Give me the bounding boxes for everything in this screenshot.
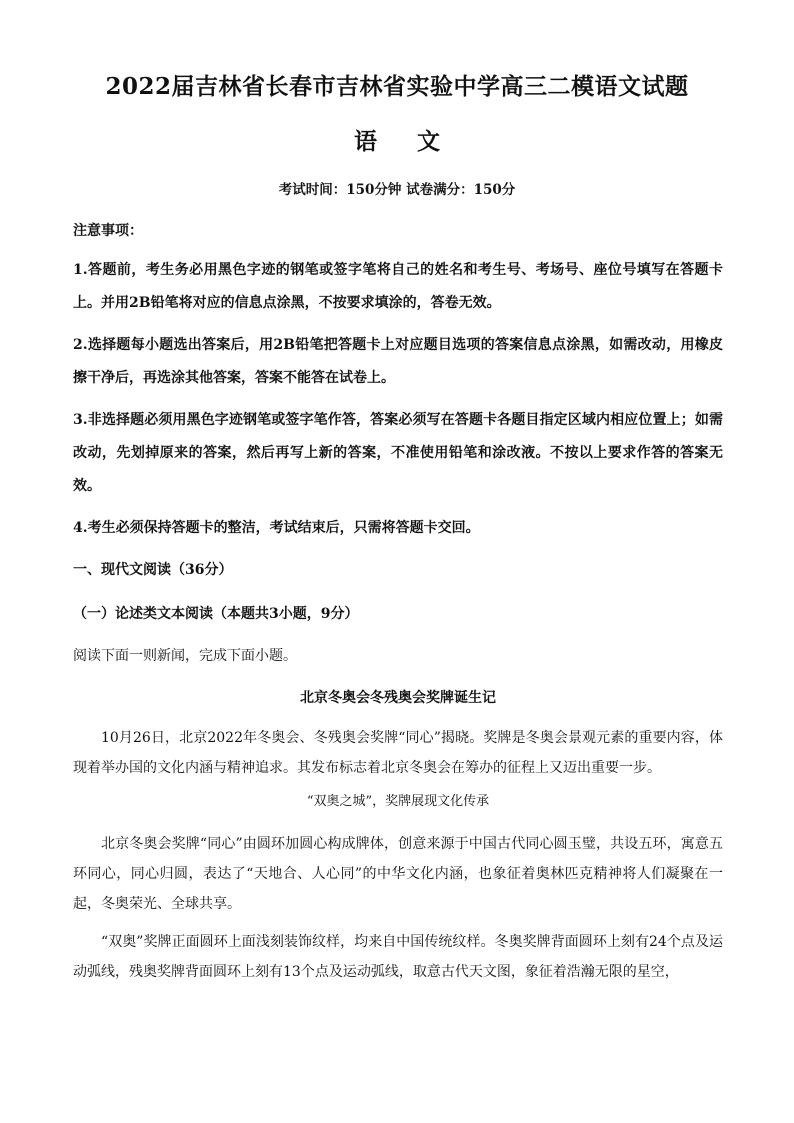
exam-content bbox=[73, 220, 723, 995]
section-heading: 一、现代文阅读（36分） bbox=[73, 562, 233, 578]
article-subheading-1: “双奥之城”，奖牌展现文化传承 bbox=[306, 794, 490, 809]
notice-item-2: 2.选择题每小题选出答案后，用2B铅笔把答题卡上对应题目选项的答案信息点涂黑，如需改动，用橡皮擦干净后，再选涂其他答案，答案不能答在试卷上。 bbox=[73, 337, 723, 386]
subsection-heading: （一）论述类文本阅读（本题共3小题，9分） bbox=[73, 606, 359, 622]
article-paragraph-1: 10月26日，北京2022年冬奥会、冬残奥会奖牌“同心”揭晓。奖牌是冬奥会景观元素的重要内容，体现着举办国的文化内涵与精神追求。其发布标志着北京冬奥会在筹办的征程上又迈出重要一步。 bbox=[73, 730, 723, 776]
notice-heading: 注意事项： bbox=[73, 223, 143, 239]
article-paragraph-2: 北京冬奥会奖牌“同心”由圆环加圆心构成牌体，创意来源于中国古代同心圆玉璧，共设五环，寓意五环同心，同心归圆，表达了“天地合、人心同”的中华文化内涵，也象征着奥林匹克精神将人们凝聚在一起，冬奥荣光、全球共享。 bbox=[73, 836, 723, 912]
article-title: 北京冬奥会冬残奥会奖牌诞生记 bbox=[300, 690, 496, 706]
notice-item-1: 1.答题前，考生务必用黑色字迹的钢笔或签字笔将自己的姓名和考生号、考场号、座位号填写在答题卡上。并用2B铅笔将对应的信息点涂黑，不按要求填涂的，答卷无效。 bbox=[73, 262, 723, 311]
reading-instruction: 阅读下面一则新闻，完成下面小题。 bbox=[73, 648, 297, 664]
exam-info: 考试时间：150分钟 试卷满分：150分 bbox=[278, 182, 516, 198]
article-paragraph-3: “双奥”奖牌正面圆环上面浅刻装饰纹样，均来自中国传统纹样。冬奥奖牌背面圆环上刻有24个点及运动弧线，残奥奖牌背面圆环上刻有13个点及运动弧线，取意古代天文图，象征着浩瀚无限的星空， bbox=[73, 934, 723, 980]
notice-item-4: 4.考生必须保持答题卡的整洁，考试结束后，只需将答题卡交回。 bbox=[73, 520, 480, 536]
notice-item-3: 3.非选择题必须用黑色字迹钢笔或签字笔作答，答案必须写在答题卡各题目指定区域内相应位置上；如需改动，先划掉原来的答案，然后再写上新的答案，不准使用铅笔和涂改液。不按以上要求作答的答案无效。 bbox=[73, 412, 723, 494]
subject-title: 语文 bbox=[354, 128, 480, 155]
exam-title: 2022届吉林省长春市吉林省实验中学高三二模语文试题 bbox=[105, 73, 689, 100]
